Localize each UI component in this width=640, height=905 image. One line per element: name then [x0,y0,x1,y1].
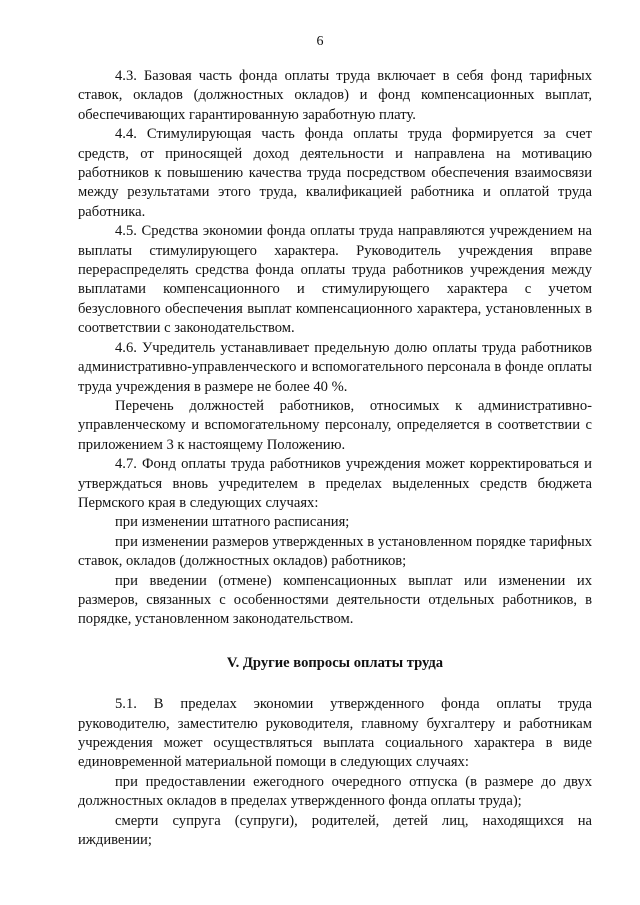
paragraph-positions-list: Перечень должностей работников, относимых к административно-управленческому и вспомогательному персоналу, определяется в соответствии с приложением 3 к настоящему Положению. [78,397,592,453]
paragraph-5-1: 5.1. В пределах экономии утвержденного фонда оплаты труда руководителю, заместителю руководителя, главному бухгалтеру и работникам учреждения может осуществляться выплата социального характера в виде единовременной материальной помощи в следующих случаях: [78,696,592,771]
page-number: 6 [316,34,324,49]
paragraph-4-4: 4.4. Стимулирующая часть фонда оплаты труда формируется за счет средств, от приносящей доход деятельности и направлена на мотивацию работников к повышению качества труда посредством обеспечения взаимосвязи между результатами этого труда, квалификацией работника и оплатой труда работника. [78,126,592,220]
paragraph-4-5: 4.5. Средства экономии фонда оплаты труда направляются учреждением на выплаты стимулирующего характера. Руководитель учреждения вправе перераспределять средства фонда оплаты труда работников учреждения между выплатами компенсационного и стимулирующего характера с учетом безусловного обеспечения выплат компенсационного характера, установленных в соответствии с законодательством. [78,223,592,337]
list-item-staffing-change: при изменении штатного расписания; [115,514,350,531]
paragraph-4-3: 4.3. Базовая часть фонда оплаты труда включает в себя фонд тарифных ставок, окладов (должностных окладов) и фонд компенсационных выплат, обеспечивающих гарантированную заработную плату. [78,68,592,123]
section-heading: V. Другие вопросы оплаты труда [226,654,444,671]
paragraph-4-6: 4.6. Учредитель устанавливает предельную долю оплаты труда работников административно-управленческого и вспомогательного персонала в фонде оплаты труда учреждения в размере не более 40 %. [78,339,592,395]
list-item-vacation: при предоставлении ежегодного очередного отпуска (в размере до двух должностных окладов в пределах утвержденного фонда оплаты труда); [78,773,592,810]
list-item-compensation-change: при введении (отмене) компенсационных выплат или изменении их размеров, связанных с особенностями деятельности отдельных работников, в порядке, установленном законодательством. [78,572,592,628]
list-item-rate-change: при изменении размеров утвержденных в установленном порядке тарифных ставок, окладов (должностных окладов) работников; [78,533,592,570]
list-item-death: смерти супруга (супруги), родителей, детей лиц, находящихся на иждивении; [78,812,592,849]
paragraph-4-7: 4.7. Фонд оплаты труда работников учреждения может корректироваться и утверждаться вновь учредителем в пределах выделенных средств бюджета Пермского края в следующих случаях: [78,456,592,511]
document-body [78,67,592,850]
